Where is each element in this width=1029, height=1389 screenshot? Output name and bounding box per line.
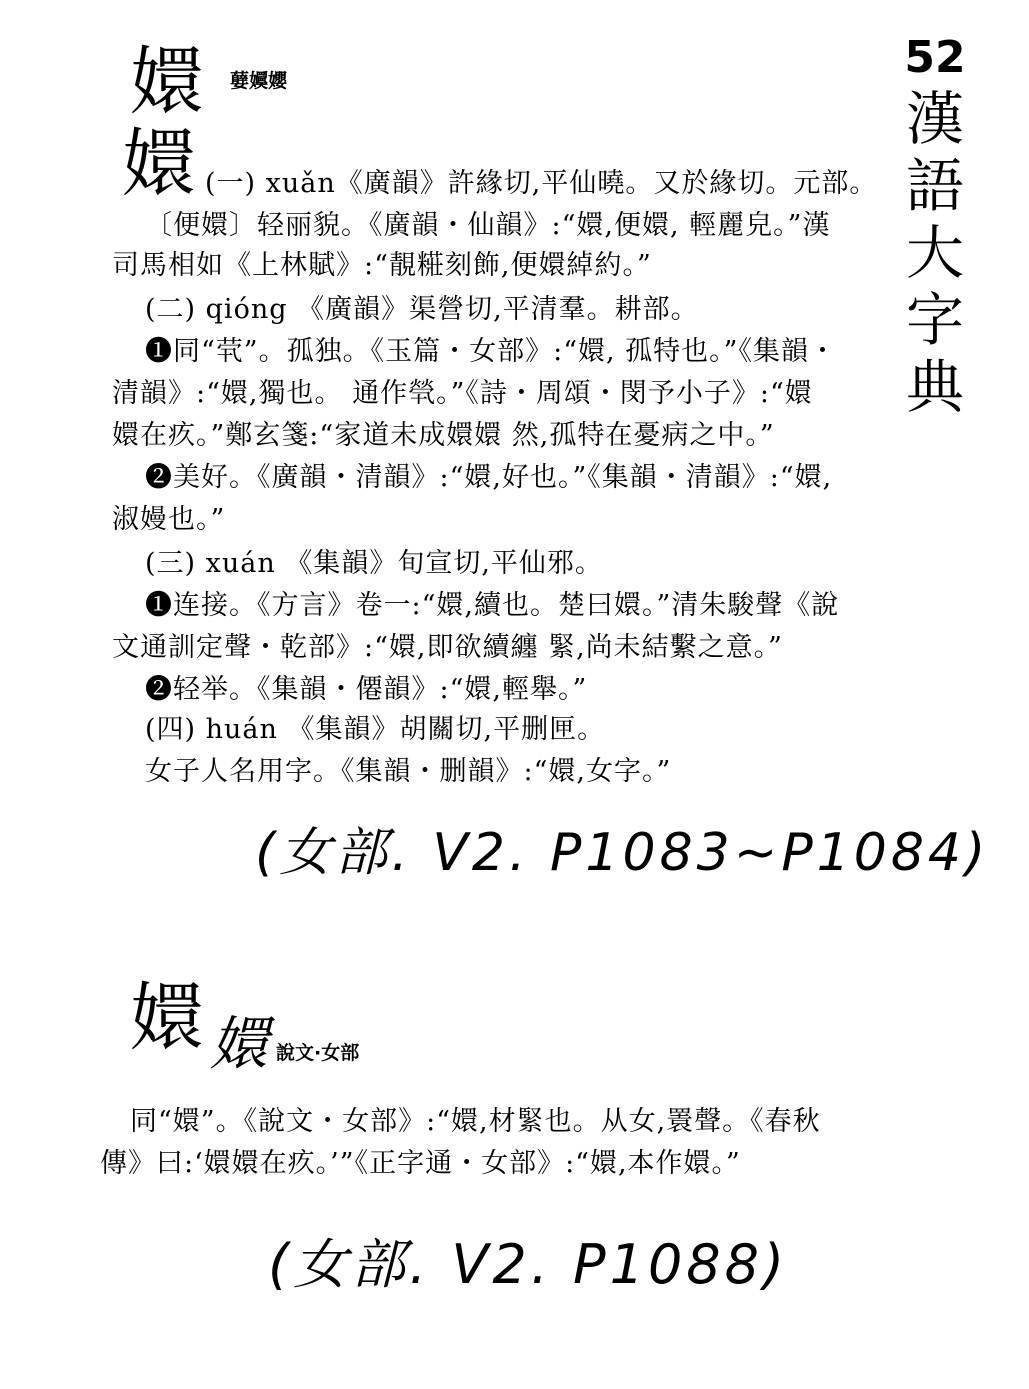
entry2-line-1: 同“嬛”。《說文・女部》:“嬛,材緊也。从女,瞏聲。《春秋 bbox=[130, 1106, 821, 1137]
entry1-head-char-top: 嬛 bbox=[130, 39, 204, 125]
entry1-line-11: ❶连接。《方言》卷一:“嬛,續也。楚曰嬛。”清朱駿聲《說 bbox=[145, 590, 840, 621]
entry1-line-10: (三) xuán 《集韻》旬宣切,平仙邪。 bbox=[145, 548, 603, 579]
entry1-line-1: (一) xuǎn《廣韻》許緣切,平仙曉。又於緣切。元部。 bbox=[205, 168, 878, 199]
side-title-char: 大 bbox=[905, 219, 964, 287]
entry1-line-15: 女子人名用字。《集韻・删韻》:“嬛,女字。” bbox=[145, 756, 672, 787]
side-title-char: 典 bbox=[905, 353, 964, 421]
entry1-line-14: (四) huán 《集韻》胡關切,平删匣。 bbox=[145, 714, 606, 745]
entry1-line-2: 〔便嬛〕轻丽貌。《廣韻・仙韻》:“嬛,便嬛, 輕麗皃。”漢 bbox=[145, 210, 831, 241]
entry2-handwritten-reference: (女部. V2. P1088) bbox=[268, 1233, 789, 1296]
entry1-line-3: 司馬相如《上林賦》:“靚糚刻飾,便嬛綽約。” bbox=[112, 250, 652, 281]
entry2-line-2: 傳》曰:‘嬛嬛在疚。’”《正字通・女部》:“嬛,本作嬛。” bbox=[100, 1148, 741, 1179]
side-title-char: 語 bbox=[905, 152, 964, 220]
entry1-line-6: 清韻》:“嬛,獨也。 通作煢。”《詩・周頌・閔予小子》:“嬛 bbox=[112, 378, 813, 409]
entry1-line-13: ❷轻举。《集韻・僊韻》:“嬛,輕舉。” bbox=[145, 674, 588, 705]
entry2-head-char: 嬛 bbox=[130, 975, 204, 1061]
entry1-head-char-main: 嬛 bbox=[122, 121, 196, 207]
entry1-line-7: 嬛在疚。”鄭玄箋:“家道未成嬛嬛 然,孤特在憂病之中。” bbox=[112, 420, 775, 451]
entry1-line-9: 淑嫚也。” bbox=[112, 504, 226, 535]
entry1-line-12: 文通訓定聲・乾部》:“嬛,即欲續纏 緊,尚未結繫之意。” bbox=[112, 632, 783, 663]
side-title-char: 漢 bbox=[905, 85, 964, 153]
entry1-line-5: ❶同“茕”。孤独。《玉篇・女部》:“嬛, 孤特也。”《集韻・ bbox=[145, 336, 837, 367]
entry1-line-4: (二) qióng 《廣韻》渠營切,平清羣。耕部。 bbox=[145, 294, 699, 325]
entry2-source-label: 說文·女部 bbox=[276, 1042, 360, 1064]
entry1-handwritten-reference: (女部. V2. P1083~P1084) bbox=[255, 823, 990, 883]
dictionary-side-title bbox=[900, 30, 970, 421]
entry1-variant-forms: 㜸嬽孆 bbox=[230, 70, 288, 92]
entry1-line-8: ❷美好。《廣韻・清韻》:“嬛,好也。”《集韻・清韻》:“嬛, bbox=[145, 462, 833, 493]
page-number: 52 bbox=[904, 32, 966, 83]
entry2-seal-script-char: 嬛 bbox=[210, 1010, 269, 1078]
side-title-char: 字 bbox=[905, 286, 964, 354]
